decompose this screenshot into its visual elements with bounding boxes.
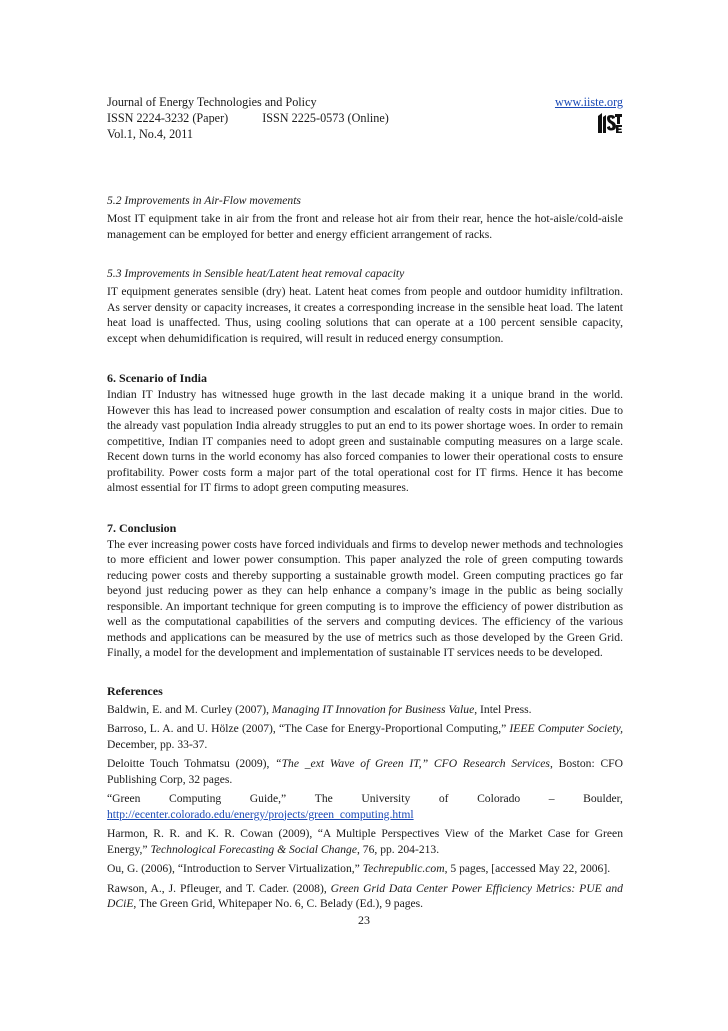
volume-info: Vol.1, No.4, 2011 <box>107 127 193 141</box>
section-7-body: The ever increasing power costs have forced individuals and firms to develop newer methods and technologies to more efficient and lower power consumption. This paper analyzed the role of green computing towards reducing power costs and thereby supporting a sustainable growth model. Green computing practices go far beyond just reducing power as they can help enhance a company’s image in the public as being socially responsible. An important technique for green computing is to improve the efficiency of power distribution as well as the computational capabilities of the servers and computing devices. The efficiency of the various methods and applications can be measured by the use of metrics such as those developed by the Green Grid. Finally, a model for the development and implementation of sustainable IT services needs to be developed. <box>107 537 623 659</box>
ref-journal: Technological Forecasting & Social Change <box>150 842 357 856</box>
ref-word: – <box>548 792 555 805</box>
reference-item <box>107 721 623 752</box>
section-5-3-title: 5.3 Improvements in Sensible heat/Latent heat removal capacity <box>107 267 405 280</box>
ref-authors: Barroso, L. A. and U. Hölze (2007), “The Case for Energy-Proportional Computing,” <box>107 722 510 735</box>
ref-source: Techrepublic.com <box>362 862 445 875</box>
ref-details: , The Green Grid, Whitepaper No. 6, C. Belady (Ed.), 9 pages. <box>133 897 424 910</box>
section-5-3 <box>107 266 623 346</box>
section-7-title: 7. Conclusion <box>107 520 177 535</box>
journal-title: Journal of Energy Technologies and Policy <box>107 95 317 109</box>
ref-word: “Green <box>107 792 141 805</box>
ref-authors: Ou, G. (2006), “Introduction to Server Virtualization,” <box>107 862 363 875</box>
reference-item <box>107 861 623 877</box>
ref-publisher: , Intel Press. <box>474 702 532 716</box>
ref-title: Managing IT Innovation for Business Value <box>271 702 475 716</box>
section-6-body: Indian IT Industry has witnessed huge growth in the last decade making it a unique brand in the world. However this has lead to increased power consumption and escalation of realty costs in major cities. Due to the already vast population India already struggles to put an end to its power shortage woes. In order to remain competitive, Indian IT companies need to adopt green and sustainable computing measures on a large scale. Recent down turns in the world economy has also forced companies to lower their operational costs to ensure profitability. Power costs form a major part of the total operational cost for IT firms. Hence it has become almost essential for IT firms to adopt green computing measures. <box>107 388 623 494</box>
issn-line <box>107 110 623 126</box>
page-content <box>107 94 623 916</box>
section-6-title: 6. Scenario of India <box>107 371 208 385</box>
reference-item <box>107 756 623 787</box>
reference-item <box>107 881 623 912</box>
ref-details: , 76, pp. 204-213. <box>357 842 440 856</box>
ref-title-line <box>107 791 623 807</box>
section-5-2-title: 5.2 Improvements in Air-Flow movements <box>107 194 301 207</box>
ref-word: The <box>314 792 333 805</box>
ref-word: Guide,” <box>249 792 287 805</box>
ref-authors: Deloitte Touch Tohmatsu (2009), <box>107 757 276 770</box>
section-5-3-body: IT equipment generates sensible (dry) heat. Latent heat comes from people and outdoor humidity infiltration. As server density or capacity increases, it creates a corresponding increase in the sensible heat load. The latent heat load is unaffected. Thus, using cooling solutions that can operate at a 100 percent sensible capacity, except when dehumidification is required, will result in reduced energy consumption. <box>107 285 623 345</box>
ref-details: December, pp. 33-37. <box>107 737 208 751</box>
ref-authors: Rawson, A., J. Pfleuger, and T. Cader. (2008), <box>107 881 331 895</box>
section-5-2-body: Most IT equipment take in air from the front and release hot air from their rear, hence the hot-aisle/cold-aisle management can be employed for better and energy efficient arrangement of racks. <box>107 212 623 241</box>
references-section <box>107 684 623 912</box>
ref-word: Boulder, <box>583 792 623 805</box>
section-6 <box>107 371 623 496</box>
iiste-logo <box>596 111 622 135</box>
journal-header <box>107 94 623 142</box>
section-7 <box>107 521 623 661</box>
ref-journal: IEEE Computer Society, <box>509 722 623 735</box>
references-title: References <box>107 683 163 698</box>
issn-paper: ISSN 2224-3232 (Paper) <box>107 111 229 125</box>
ref-word: of <box>438 792 449 805</box>
reference-item <box>107 791 623 822</box>
section-5-2 <box>107 193 623 242</box>
page-number: 23 <box>358 913 370 927</box>
website-link[interactable]: www.iiste.org <box>554 95 623 109</box>
reference-url-link[interactable]: http://ecenter.colorado.edu/energy/projects/green_computing.html <box>107 807 414 821</box>
ref-word: Colorado <box>477 792 521 805</box>
ref-authors: Harmon, R. R. and K. R. Cowan (2009), “A Multiple Perspectives View of the Market Case for Green Energy,” <box>107 827 623 856</box>
ref-word: Computing <box>169 792 222 805</box>
ref-details: , 5 pages, [accessed May 22, 2006]. <box>444 862 611 875</box>
reference-item <box>107 702 623 718</box>
ref-title: Green Grid Data Center Power Efficiency Metrics: PUE and DCiE <box>107 881 623 910</box>
issn-online: ISSN 2225-0573 (Online) <box>262 111 389 125</box>
ref-details: , Boston: CFO Publishing Corp, 32 pages. <box>107 757 624 786</box>
ref-word: University <box>361 792 411 805</box>
ref-authors: Baldwin, E. and M. Curley (2007), <box>107 702 272 716</box>
reference-item <box>107 826 623 857</box>
ref-title: “The _ext Wave of Green IT,” CFO Research Services <box>275 757 550 770</box>
